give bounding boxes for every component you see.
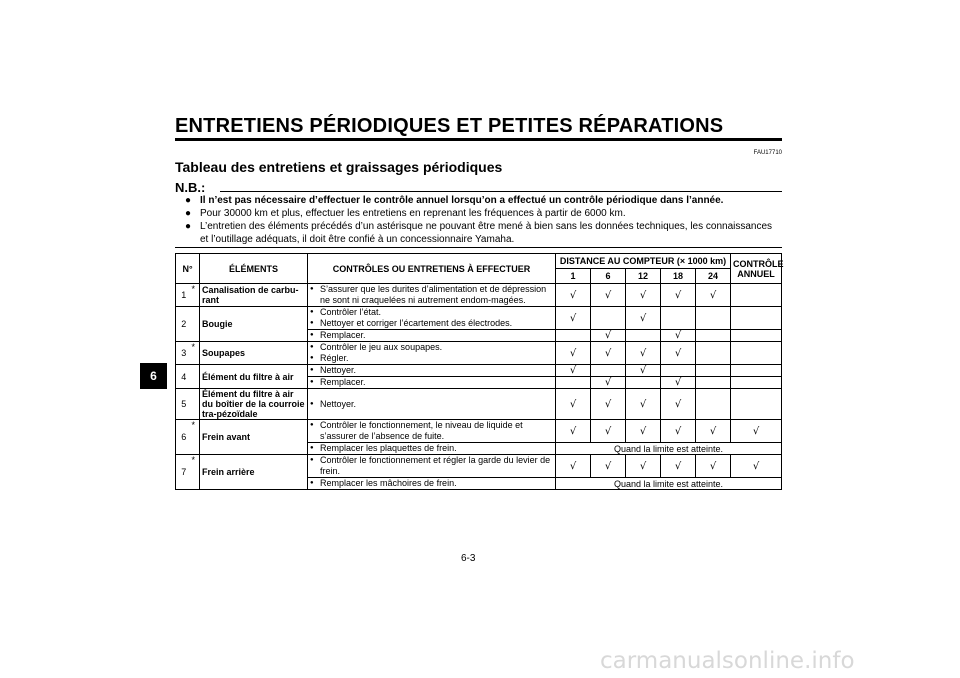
element-name: Bougie — [200, 307, 308, 342]
interval-cell — [591, 365, 626, 377]
chapter-tab: 6 — [140, 363, 167, 389]
row-number: 2 — [176, 307, 192, 342]
check-mark-icon: √ — [639, 398, 647, 410]
check-mark-icon: √ — [674, 330, 682, 341]
row-number: 4 — [176, 365, 192, 389]
asterisk-marker — [192, 365, 200, 389]
control-text: ● Remplacer. — [310, 330, 553, 341]
header-elements: ÉLÉMENTS — [200, 254, 308, 284]
check-mark-icon: √ — [752, 425, 760, 437]
interval-cell — [696, 377, 731, 389]
interval-cell — [591, 342, 626, 365]
control-text: ● Régler. — [310, 353, 553, 364]
annual-cell — [731, 365, 782, 377]
element-name: Élément du filtre à air — [200, 365, 308, 389]
interval-cell — [556, 389, 591, 420]
control-text: ● Contrôler le jeu aux soupapes. — [310, 342, 553, 353]
check-mark-icon: √ — [604, 330, 612, 341]
interval-cell — [626, 377, 661, 389]
control-cell — [308, 420, 556, 443]
row-number: 5 — [176, 389, 192, 420]
row-number: 3 — [176, 342, 192, 365]
check-mark-icon: √ — [604, 398, 612, 410]
check-mark-icon: √ — [569, 365, 577, 376]
interval-cell — [661, 377, 696, 389]
interval-cell — [591, 284, 626, 307]
check-mark-icon: √ — [674, 289, 682, 301]
notes-rule — [175, 247, 782, 248]
check-mark-icon: √ — [639, 365, 647, 376]
interval-cell — [626, 342, 661, 365]
table-row — [176, 365, 782, 377]
element-name: Soupapes — [200, 342, 308, 365]
interval-cell — [626, 330, 661, 342]
annual-cell — [731, 455, 782, 478]
annual-cell — [731, 307, 782, 330]
asterisk-marker — [192, 389, 200, 420]
header-km: 6 — [591, 269, 626, 284]
interval-cell — [591, 307, 626, 330]
row-number: 1 — [176, 284, 192, 307]
interval-cell — [591, 377, 626, 389]
control-text: ● Contrôler le fonctionnement et régler la garde du levier de frein. — [310, 455, 553, 477]
interval-cell — [556, 307, 591, 330]
check-mark-icon: √ — [674, 398, 682, 410]
check-mark-icon: √ — [709, 425, 717, 437]
row-number: 6 — [176, 420, 192, 455]
table-row — [176, 420, 782, 443]
page-title: ENTRETIENS PÉRIODIQUES ET PETITES RÉPARATIONS — [175, 115, 724, 137]
interval-cell — [696, 307, 731, 330]
nb-label: N.B.: — [175, 180, 206, 195]
interval-cell — [696, 455, 731, 478]
header-km: 24 — [696, 269, 731, 284]
row-number: 7 — [176, 455, 192, 490]
annual-cell — [731, 389, 782, 420]
annual-cell — [731, 330, 782, 342]
check-mark-icon: √ — [569, 347, 577, 359]
check-mark-icon: √ — [639, 425, 647, 437]
asterisk-marker — [192, 307, 200, 342]
interval-cell — [556, 284, 591, 307]
control-text: ● Remplacer les mâchoires de frein. — [310, 478, 553, 489]
interval-cell — [556, 342, 591, 365]
interval-cell — [661, 365, 696, 377]
control-cell — [308, 342, 556, 365]
check-mark-icon: √ — [674, 425, 682, 437]
nb-notes — [185, 194, 783, 246]
interval-cell — [591, 420, 626, 443]
maintenance-table — [175, 253, 782, 490]
interval-cell — [556, 365, 591, 377]
interval-cell — [661, 455, 696, 478]
interval-cell — [696, 365, 731, 377]
check-mark-icon: √ — [639, 312, 647, 324]
nb-rule — [220, 191, 782, 192]
interval-cell — [626, 389, 661, 420]
title-rule — [175, 138, 782, 141]
interval-cell — [556, 330, 591, 342]
check-mark-icon: √ — [709, 460, 717, 472]
interval-cell — [661, 420, 696, 443]
table-row — [176, 307, 782, 330]
asterisk-marker: * — [192, 284, 200, 307]
interval-cell — [696, 389, 731, 420]
control-cell — [308, 478, 556, 490]
check-mark-icon: √ — [639, 289, 647, 301]
element-name: Frein arrière — [200, 455, 308, 490]
interval-cell — [626, 420, 661, 443]
table-row — [176, 455, 782, 478]
control-cell — [308, 377, 556, 389]
nb-note: ● Pour 30000 km et plus, effectuer les entretiens en reprenant les fréquences à partir de 6000 km. — [185, 207, 783, 220]
control-text: ● Contrôler l’état. — [310, 307, 553, 318]
interval-cell — [591, 389, 626, 420]
interval-cell — [626, 284, 661, 307]
interval-cell — [696, 420, 731, 443]
check-mark-icon: √ — [569, 425, 577, 437]
interval-cell — [661, 284, 696, 307]
control-text: ● Remplacer les plaquettes de frein. — [310, 443, 553, 454]
check-mark-icon: √ — [752, 460, 760, 472]
check-mark-icon: √ — [569, 460, 577, 472]
interval-cell — [626, 455, 661, 478]
header-annual: CONTRÔLE ANNUEL — [731, 254, 782, 284]
header-km: 1 — [556, 269, 591, 284]
control-text: ● Nettoyer. — [310, 399, 553, 410]
section-subtitle: Tableau des entretiens et graissages périodiques — [175, 159, 503, 175]
interval-cell — [661, 389, 696, 420]
check-mark-icon: √ — [604, 460, 612, 472]
table-row — [176, 342, 782, 365]
control-text: ● Remplacer. — [310, 377, 553, 388]
check-mark-icon: √ — [674, 460, 682, 472]
interval-cell — [591, 330, 626, 342]
check-mark-icon: √ — [639, 347, 647, 359]
reference-code: FAU17710 — [753, 150, 782, 156]
control-cell — [308, 455, 556, 478]
check-mark-icon: √ — [604, 425, 612, 437]
nb-note: ● L’entretien des éléments précédés d’un astérisque ne pouvant être mené à bien sans les données techniques, les connaissances et l’outillage adéquats, il doit être confié à un concessionnaire Yamaha. — [185, 220, 783, 246]
control-text: ● Nettoyer. — [310, 365, 553, 376]
interval-cell — [696, 284, 731, 307]
element-name: Élément du filtre à air du boîtier de la courroie tra-pézoïdale — [200, 389, 308, 420]
table-row — [176, 284, 782, 307]
control-cell — [308, 389, 556, 420]
header-num: N° — [176, 254, 200, 284]
interval-cell — [696, 330, 731, 342]
element-name: Canalisation de carbu-rant — [200, 284, 308, 307]
interval-cell — [661, 330, 696, 342]
annual-cell — [731, 377, 782, 389]
control-text: ● Contrôler le fonctionnement, le niveau de liquide et s’assurer de l’absence de fuite. — [310, 420, 553, 442]
check-mark-icon: √ — [674, 347, 682, 359]
check-mark-icon: √ — [674, 377, 682, 388]
interval-cell — [556, 455, 591, 478]
interval-cell — [556, 377, 591, 389]
header-km: 18 — [661, 269, 696, 284]
check-mark-icon: √ — [569, 398, 577, 410]
asterisk-marker: * — [192, 420, 200, 455]
header-km: 12 — [626, 269, 661, 284]
control-text: ● S’assurer que les durites d’alimentation et de dépression ne sont ni craquelées ni autrement endom-magées. — [310, 284, 553, 306]
check-mark-icon: √ — [604, 289, 612, 301]
control-cell — [308, 284, 556, 307]
header-controls: CONTRÔLES OU ENTRETIENS À EFFECTUER — [308, 254, 556, 284]
control-cell — [308, 330, 556, 342]
interval-cell — [661, 342, 696, 365]
interval-cell — [626, 307, 661, 330]
limit-note: Quand la limite est atteinte. — [556, 478, 782, 490]
check-mark-icon: √ — [639, 460, 647, 472]
annual-cell — [731, 420, 782, 443]
check-mark-icon: √ — [604, 347, 612, 359]
control-text: ● Nettoyer et corriger l’écartement des électrodes. — [310, 318, 553, 329]
annual-cell — [731, 342, 782, 365]
check-mark-icon: √ — [569, 289, 577, 301]
watermark: carmanualsonline.info — [600, 648, 855, 674]
control-cell — [308, 307, 556, 330]
check-mark-icon: √ — [709, 289, 717, 301]
control-cell — [308, 365, 556, 377]
table-row — [176, 389, 782, 420]
interval-cell — [591, 455, 626, 478]
nb-note: ● Il n’est pas nécessaire d’effectuer le contrôle annuel lorsqu’on a effectué un contrôle périodique dans l’année. — [185, 194, 783, 207]
check-mark-icon: √ — [604, 377, 612, 388]
check-mark-icon: √ — [569, 312, 577, 324]
interval-cell — [661, 307, 696, 330]
interval-cell — [696, 342, 731, 365]
interval-cell — [626, 365, 661, 377]
interval-cell — [556, 420, 591, 443]
annual-cell — [731, 284, 782, 307]
page-number: 6-3 — [461, 553, 476, 564]
limit-note: Quand la limite est atteinte. — [556, 443, 782, 455]
asterisk-marker: * — [192, 455, 200, 490]
asterisk-marker: * — [192, 342, 200, 365]
element-name: Frein avant — [200, 420, 308, 455]
control-cell — [308, 443, 556, 455]
header-distance: DISTANCE AU COMPTEUR (× 1000 km) — [556, 254, 731, 269]
